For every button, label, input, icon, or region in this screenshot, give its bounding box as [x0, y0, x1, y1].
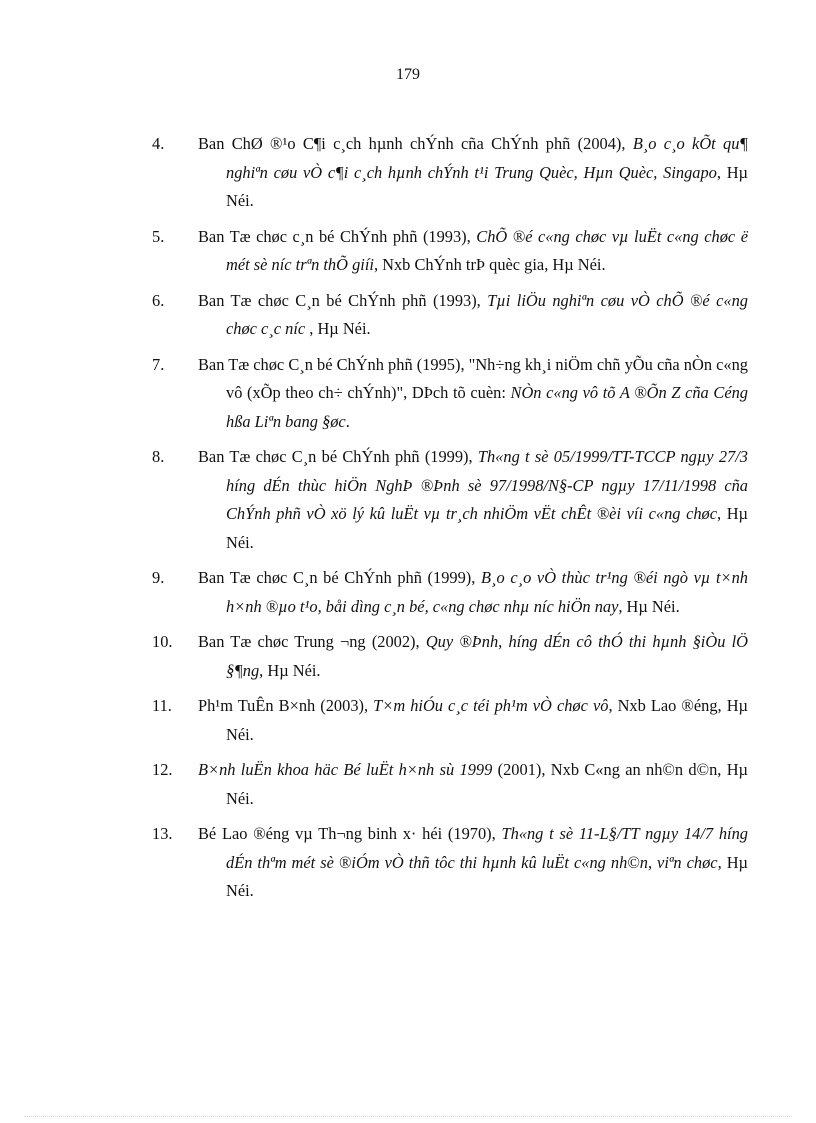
reference-author: Ban ChØ ®¹o C¶i c¸ch hµnh chÝnh cña ChÝnh phñ (2004), — [198, 134, 633, 153]
reference-publisher: (2001), Nxb C«ng an nh©n d©n, Hµ Néi. — [226, 760, 748, 808]
reference-publisher: . — [345, 411, 350, 431]
reference-publisher: , Hµ Néi. — [618, 596, 680, 616]
reference-title: B×nh luËn khoa häc Bé luËt h×nh sù 1999 — [198, 760, 493, 779]
reference-publisher: , Hµ Néi. — [226, 504, 748, 552]
reference-number: 6. — [152, 290, 165, 310]
reference-title: NÒn c«ng vô tõ A ®Õn Z cña Céng hßa Liªn bang §øc — [226, 383, 748, 431]
reference-number: 13. — [152, 824, 173, 843]
reference-publisher: , Nxb ChÝnh trÞ quèc gia, Hµ Néi. — [373, 255, 606, 274]
reference-publisher: , Hµ Néi. — [259, 660, 321, 680]
reference-item — [152, 223, 748, 280]
reference-title: Tµi liÖu nghiªn cøu vÒ chÕ ®é c«ng chøc c¸c níc — [226, 290, 748, 338]
reference-number: 7. — [152, 354, 165, 374]
reference-number: 12. — [152, 760, 173, 779]
reference-title: Th«ng t sè 05/1999/TT-TCCP ngµy 27/3 híng dÉn thùc hiÖn NghÞ ®Þnh sè 97/1998/N§-CP ngµy 17/11/1998 cña ChÝnh phñ vÒ xö lý kû luËt vµ tr¸ch nhiÖm vËt chÊt ®èi víi c«ng chøc — [226, 447, 748, 523]
reference-title: T×m hiÓu c¸c téi ph¹m vÒ chøc vô — [373, 696, 609, 715]
reference-title: ChÕ ®é c«ng chøc vµ luËt c«ng chøc ë mét sè níc trªn thÕ giíi — [226, 226, 748, 274]
reference-item — [152, 130, 748, 216]
reference-item — [152, 820, 748, 906]
reference-title: B¸o c¸o vÒ thùc tr¹ng ®éi ngò vµ t×nh h×nh ®µo t¹o, båi dìng c¸n bé, c«ng chøc nhµ níc hiÖn nay — [226, 568, 748, 616]
reference-item — [152, 351, 748, 437]
reference-item — [152, 756, 748, 813]
reference-number: 11. — [152, 696, 172, 715]
reference-number: 9. — [152, 568, 165, 587]
reference-number: 5. — [152, 226, 165, 246]
reference-author: Ban Tæ chøc C¸n bé ChÝnh phñ (1999), — [198, 568, 482, 587]
reference-author: Ban Tæ chøc C¸n bé ChÝnh phñ (1999), — [198, 447, 478, 466]
page-number: 179 — [396, 66, 420, 83]
reference-title: Quy ®Þnh, híng dÉn cô thÓ thi hµnh §iÒu lÖ §¶ng — [226, 632, 748, 680]
reference-item — [152, 564, 748, 621]
reference-publisher: , Hµ Néi. — [226, 852, 748, 900]
reference-author: Bé Lao ®éng vµ Th¬ng binh x· héi (1970), — [198, 824, 502, 843]
reference-number: 8. — [152, 447, 165, 466]
reference-publisher: , Hµ Néi. — [226, 162, 748, 210]
reference-item — [152, 287, 748, 344]
reference-item — [152, 443, 748, 557]
reference-number: 10. — [152, 632, 173, 651]
reference-publisher: , Hµ Néi. — [305, 319, 371, 338]
reference-author: Ban Tæ chøc Trung ¬ng (2002), — [198, 632, 426, 651]
reference-list — [152, 130, 748, 913]
reference-author: Ban Tæ chøc C¸n bé ChÝnh phñ (1993), — [198, 290, 488, 310]
page-bottom-divider — [24, 1116, 792, 1117]
reference-title: B¸o c¸o kÕt qu¶ nghiªn cøu vÒ c¶i c¸ch hµnh chÝnh t¹i Trung Quèc, Hµn Quèc, Singapo — [226, 134, 749, 182]
reference-item — [152, 692, 748, 749]
reference-author: Ban Tæ chøc c¸n bé ChÝnh phñ (1993), — [198, 226, 477, 246]
reference-author: Ph¹m TuÊn B×nh (2003), — [198, 696, 374, 715]
reference-number: 4. — [152, 134, 165, 153]
reference-title: Th«ng t sè 11-L§/TT ngµy 14/7 híng dÉn thªm mét sè ®iÓm vÒ thñ tôc thi hµnh kû luËt c«ng nh©n, viªn chøc — [226, 824, 748, 872]
reference-item — [152, 628, 748, 685]
reference-author: Ban Tæ chøc C¸n bé ChÝnh phñ (1995), "Nh÷ng kh¸i niÖm chñ yÕu cña nÒn c«ng vô (xÕp theo ch÷ chÝnh)", DÞch tõ cuèn: — [198, 354, 748, 402]
reference-publisher: , Nxb Lao ®éng, Hµ Néi. — [226, 696, 748, 744]
